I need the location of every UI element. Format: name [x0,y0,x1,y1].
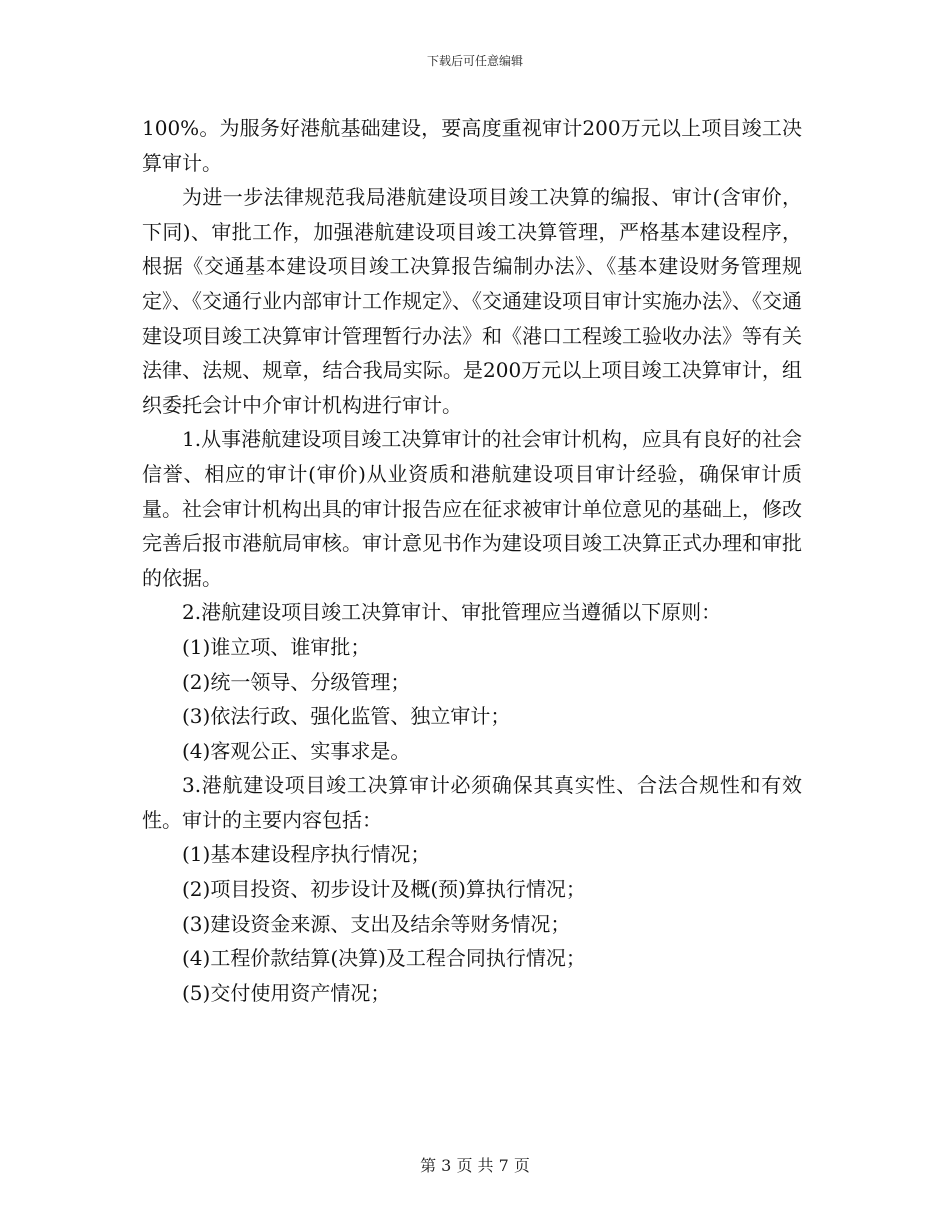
paragraph: 2.港航建设项目竣工决算审计、审批管理应当遵循以下原则： [182,600,722,625]
list-item: (1)谁立项、谁审批； [182,634,371,659]
page-number: 第 3 页 共 7 页 [420,1156,530,1175]
list-item: (2)项目投资、初步设计及概(预)算执行情况； [182,877,586,902]
paragraph: 为进一步法律规范我局港航建设项目竣工决算的编报、审计(含审价，下同)、审批工作，加强港航建设项目竣工决算管理，严格基本建设程序，根据《交通基本建设项目竣工决算报告编制办法》、《基本建设财务管理规定》、《交通行业内部审计工作规定》、《交通建设项目审计实施办法》、《交通建设项目竣工决算审计管理暂行办法》和《港口工程竣工验收办法》等有关法律、法规、规章，结合我局实际。是200万元以上项目竣工决算审计，组织委托会计中介审计机构进行审计。 [142,185,802,417]
page-header: 下载后可任意编辑 [426,54,523,68]
list-item: (4)工程价款结算(决算)及工程合同执行情况； [182,946,586,971]
list-item: (5)交付使用资产情况； [182,980,391,1005]
list-item: (2)统一领导、分级管理； [182,669,411,694]
list-item: (3)依法行政、强化监管、独立审计； [182,704,511,729]
paragraph: 1.从事港航建设项目竣工决算审计的社会审计机构，应具有良好的社会信誉、相应的审计(审价)从业资质和港航建设项目审计经验，确保审计质量。社会审计机构出具的审计报告应在征求被审计单位意见的基础上，修改完善后报市港航局审核。审计意见书作为建设项目竣工决算正式办理和审批的依据。 [142,427,802,590]
list-item: (1)基本建设程序执行情况； [182,842,431,867]
list-item: (3)建设资金来源、支出及结余等财务情况； [182,911,571,936]
paragraph: 3.港航建设项目竣工决算审计必须确保其真实性、合法合规性和有效性。审计的主要内容包括： [142,773,802,832]
paragraph: 100%。为服务好港航基础建设，要高度重视审计200万元以上项目竣工决算审计。 [142,116,802,175]
list-item: (4)客观公正、实事求是。 [182,738,411,763]
document-body [142,111,802,1010]
